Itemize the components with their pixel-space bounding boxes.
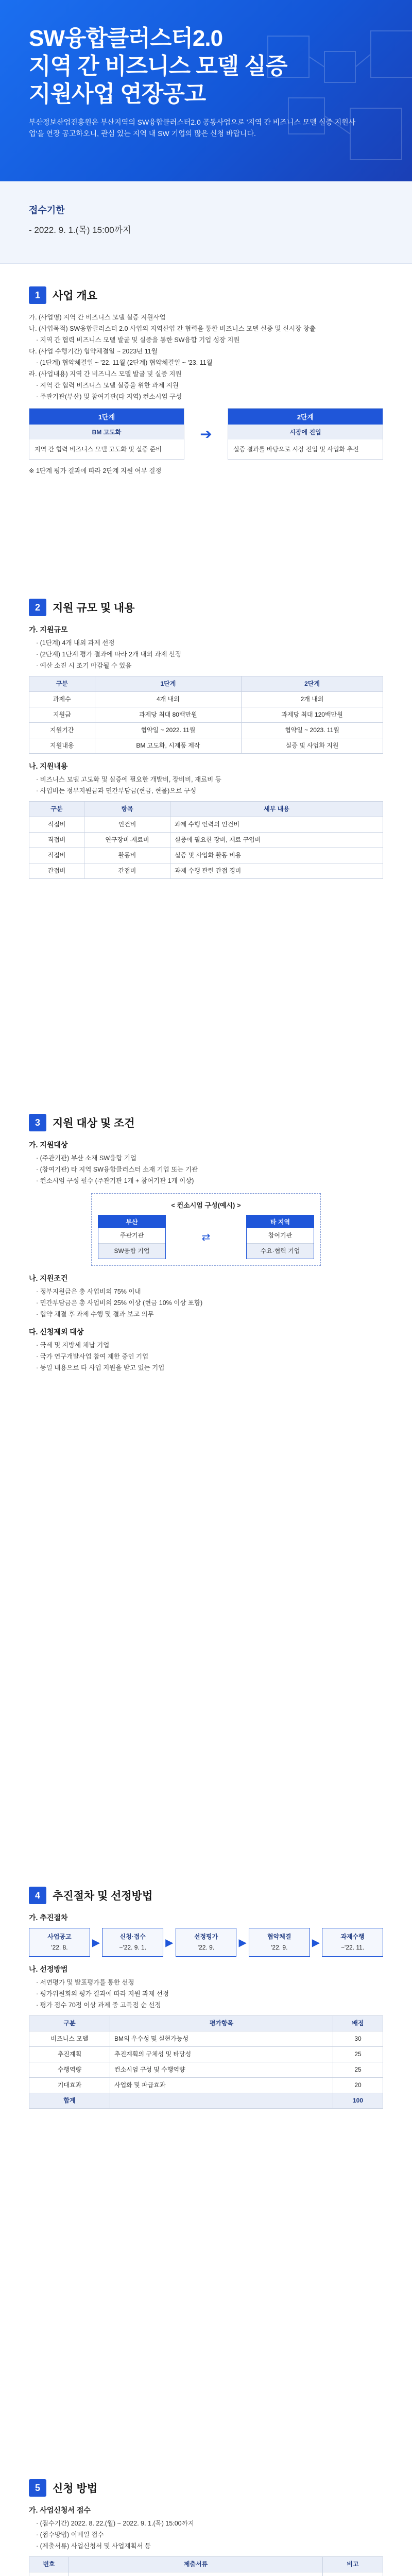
table-cell: 지원기간	[29, 723, 95, 738]
table-cell: 컨소시엄 구성 및 수행역량	[110, 2062, 333, 2078]
support-line: · (2단계) 1단계 평가 결과에 따라 2개 내외 과제 선정	[36, 651, 181, 658]
table-cell: 추진계획의 구체성 및 타당성	[110, 2047, 333, 2062]
table-header: 비고	[323, 2557, 383, 2572]
exclusion-line: · 국세 및 지방세 체납 기업	[36, 1342, 110, 1349]
section-eligibility	[0, 1109, 412, 1882]
subsection-title: 가. 지원규모	[29, 625, 68, 634]
table-cell: 25	[333, 2062, 383, 2078]
table-row	[29, 2031, 383, 2047]
table-cell: 25	[333, 2047, 383, 2062]
application-period	[0, 181, 412, 264]
support-detail-table	[29, 801, 383, 879]
table-header: 구분	[29, 802, 84, 817]
overview-line: 나. (사업목적) SW융합클러스터 2.0 사업의 지역산업 간 협력을 통한 비즈니스 모델 실증 및 신시장 창출	[29, 325, 316, 332]
eligibility-line: · 컨소시엄 구성 필수 (주관기관 1개 + 참여기관 1개 이상)	[36, 1177, 194, 1184]
table-header: 항목	[84, 802, 170, 817]
stage-comparison	[29, 408, 383, 460]
lead-org-sub: SW융합 기업	[98, 1243, 165, 1259]
arrow-right-icon: ▶	[92, 1937, 100, 1948]
section-number: 5	[29, 2479, 46, 2497]
support-line: · 비즈니스 모델 고도화 및 실증에 필요한 개발비, 장비비, 재료비 등	[36, 776, 221, 783]
stage-2-sub: 시장에 진입	[228, 425, 383, 439]
subsection-title: 나. 지원조건	[29, 1274, 68, 1282]
section-number: 4	[29, 1887, 46, 1904]
table-cell: 과제수	[29, 692, 95, 707]
flow-step	[176, 1928, 237, 1957]
eligibility-line: · (주관기관) 부산 소재 SW융합 기업	[36, 1155, 136, 1162]
arrow-both-icon: ⇄	[201, 1231, 211, 1243]
table-cell: BM의 우수성 및 실현가능성	[110, 2031, 333, 2047]
arrow-right-icon: ➔	[200, 426, 212, 442]
table-cell: 협약일 ~ 2022. 11월	[95, 723, 241, 738]
table-row	[29, 738, 383, 754]
diagram-caption: < 컨소시엄 구성(예시) >	[171, 1201, 241, 1209]
flow-step-date: '22. 8.	[51, 1944, 68, 1951]
table-row	[29, 863, 383, 879]
support-line: · (1단계) 4개 내외 과제 선정	[36, 639, 115, 647]
table-cell: 과제 수행 인력의 인건비	[170, 817, 383, 833]
flow-step-title: 사업공고	[47, 1933, 72, 1940]
table-cell: 2개 내외	[242, 692, 383, 707]
table-row	[29, 2078, 383, 2093]
procedure-flow	[29, 1928, 383, 1957]
table-header: 평가항목	[110, 2016, 333, 2031]
table-cell: 지원내용	[29, 738, 95, 754]
section-procedure	[0, 1882, 412, 2474]
flow-step	[249, 1928, 310, 1957]
table-row	[29, 707, 383, 723]
overview-line: 가. (사업명) 지역 간 비즈니스 모델 실증 지원사업	[29, 314, 166, 321]
table-cell	[69, 2572, 323, 2576]
period-value: - 2022. 9. 1.(목) 15:00까지	[29, 225, 131, 235]
stage-1-body: 지역 간 협력 비즈니스 모델 고도화 및 실증 준비	[35, 446, 162, 453]
table-cell: 간접비	[29, 863, 84, 879]
selection-line: · 서면평가 및 발표평가를 통한 선정	[36, 1979, 134, 1986]
exclusion-line: · 동일 내용으로 타 사업 지원을 받고 있는 기업	[36, 1364, 165, 1371]
consortium-diagram	[91, 1193, 321, 1266]
subsection-title: 가. 추진절차	[29, 1913, 68, 1922]
exclusion-line: · 국가 연구개발사업 참여 제한 중인 기업	[36, 1353, 149, 1360]
table-cell: 과제당 최대 80백만원	[95, 707, 241, 723]
table-cell: 100	[333, 2093, 383, 2109]
flow-step	[102, 1928, 163, 1957]
table-cell	[323, 2572, 383, 2576]
subsection-title: 나. 선정방법	[29, 1965, 68, 1973]
period-label: 접수기한	[29, 205, 65, 215]
table-header: 세부 내용	[170, 802, 383, 817]
flow-step-date: '22. 9.	[271, 1944, 288, 1951]
page-title	[29, 25, 287, 108]
support-scale-table	[29, 676, 383, 754]
table-cell: BM 고도화, 시제품 제작	[95, 738, 241, 754]
flow-step-date: '22. 9.	[197, 1944, 215, 1951]
table-cell: 합계	[29, 2093, 110, 2109]
table-row	[29, 817, 383, 833]
table-cell: 추진계획	[29, 2047, 110, 2062]
subsection-title: 가. 지원대상	[29, 1141, 68, 1149]
section-number: 2	[29, 599, 46, 616]
partner-org-body: 참여기관	[268, 1232, 293, 1239]
condition-line: · 민간부담금은 총 사업비의 25% 이상 (현금 10% 이상 포함)	[36, 1299, 203, 1307]
application-line: · (접수기간) 2022. 8. 22.(월) ~ 2022. 9. 1.(목) 15:00까지	[36, 2520, 194, 2527]
stage-1-box	[29, 408, 184, 460]
section-title: 사업 개요	[53, 290, 97, 302]
section-title: 추진절차 및 선정방법	[53, 1890, 153, 1902]
table-row	[29, 2572, 383, 2576]
application-line: · (접수방법) 이메일 접수	[36, 2531, 104, 2538]
stage-1-sub: BM 고도화	[29, 425, 184, 439]
overview-line: · (1단계) 협약체결일 ~ '22. 11월 (2단계) 협약체결일 ~ '23. 11월	[36, 359, 213, 366]
support-line: · 예산 소진 시 조기 마감될 수 있음	[36, 662, 132, 669]
table-cell: 과제 수행 관련 간접 경비	[170, 863, 383, 879]
title-line-1: SW융합클러스터2.0	[29, 26, 223, 51]
table-header: 1단계	[95, 676, 241, 692]
evaluation-table	[29, 2015, 383, 2109]
table-cell: 기대효과	[29, 2078, 110, 2093]
condition-line: · 협약 체결 후 과제 수행 및 결과 보고 의무	[36, 1311, 154, 1318]
stage-2-head: 2단계	[228, 409, 383, 425]
table-row	[29, 2093, 383, 2109]
subsection-title: 나. 지원내용	[29, 762, 68, 770]
table-header: 번호	[29, 2557, 69, 2572]
table-row	[29, 833, 383, 848]
eligibility-line: · (참여기관) 타 지역 SW융합클러스터 소재 기업 또는 기관	[36, 1166, 198, 1173]
section-title: 신청 방법	[53, 2483, 97, 2495]
section-application	[0, 2474, 412, 2576]
table-cell: 과제당 최대 120백만원	[242, 707, 383, 723]
table-cell: 4개 내외	[95, 692, 241, 707]
flow-step-title: 과제수행	[340, 1933, 365, 1940]
section-title: 지원 규모 및 내용	[53, 602, 135, 614]
flow-step-date: ~'22. 11.	[341, 1944, 365, 1951]
table-cell: 인건비	[84, 817, 170, 833]
table-cell: 간접비	[84, 863, 170, 879]
table-header: 구분	[29, 676, 95, 692]
overview-note: ※ 1단계 평가 결과에 따라 2단계 지원 여부 결정	[29, 467, 162, 474]
header-description: 부산정보산업진흥원은 부산지역의 SW융합클러스터2.0 공동사업으로 '지역 간 비즈니스 모델 실증 지원사업'을 연장 공고하오니, 관심 있는 지역 내 SW 기업의 많은 신청 바랍니다.	[29, 118, 356, 138]
flow-step-title: 선정평가	[194, 1933, 218, 1940]
partner-org-head: 타 지역	[247, 1215, 314, 1228]
selection-line: · 평가위원회의 평가 결과에 따라 지원 과제 선정	[36, 1990, 169, 1997]
arrow-right-icon: ▶	[312, 1937, 320, 1948]
selection-line: · 평가 점수 70점 이상 과제 중 고득점 순 선정	[36, 2002, 161, 2009]
table-cell: 30	[333, 2031, 383, 2047]
table-cell: 직접비	[29, 833, 84, 848]
section-support-scale	[0, 594, 412, 1109]
overview-line: · 주관기관(부산) 및 참여기관(타 지역) 컨소시엄 구성	[36, 393, 182, 400]
subsection-title: 가. 사업신청서 접수	[29, 2506, 91, 2514]
table-row	[29, 2047, 383, 2062]
section-title: 지원 대상 및 조건	[53, 1117, 135, 1129]
application-line: · (제출서류) 사업신청서 및 사업계획서 등	[36, 2543, 151, 2550]
table-cell: 활동비	[84, 848, 170, 863]
overview-line: · 지역 간 협력 비즈니스 모델 발굴 및 실증을 통한 SW융합 기업 성장 지원	[36, 336, 240, 344]
stage-1-head: 1단계	[29, 409, 184, 425]
table-cell	[29, 2572, 69, 2576]
arrow-right-icon: ▶	[238, 1937, 247, 1948]
table-cell: 협약일 ~ 2023. 11월	[242, 723, 383, 738]
table-cell: 비즈니스 모델	[29, 2031, 110, 2047]
header-banner	[0, 0, 412, 181]
table-row	[29, 848, 383, 863]
table-cell: 지원금	[29, 707, 95, 723]
section-number: 1	[29, 286, 46, 304]
table-cell: 직접비	[29, 848, 84, 863]
table-row	[29, 2062, 383, 2078]
table-cell	[110, 2093, 333, 2109]
flow-step	[322, 1928, 383, 1957]
partner-org-sub: 수요·협력 기업	[247, 1243, 314, 1259]
table-cell: 실증에 필요한 장비, 재료 구입비	[170, 833, 383, 848]
flow-step-title: 신청·접수	[119, 1933, 146, 1940]
table-cell: 20	[333, 2078, 383, 2093]
table-cell: 실증 및 사업화 지원	[242, 738, 383, 754]
table-cell: 수행역량	[29, 2062, 110, 2078]
flow-step	[29, 1928, 90, 1957]
table-header: 2단계	[242, 676, 383, 692]
lead-org-body: 주관기관	[119, 1232, 144, 1239]
partner-org-box	[246, 1215, 314, 1259]
lead-org-head: 부산	[98, 1215, 165, 1228]
table-header: 배점	[333, 2016, 383, 2031]
table-row	[29, 723, 383, 738]
arrow-right-icon: ▶	[165, 1937, 174, 1948]
table-header: 제출서류	[69, 2557, 323, 2572]
table-cell: 실증 및 사업화 활동 비용	[170, 848, 383, 863]
flow-step-title: 협약체결	[267, 1933, 291, 1940]
flow-step-date: ~'22. 9. 1.	[119, 1944, 147, 1951]
lead-org-box	[98, 1215, 166, 1259]
overview-line: 다. (사업 수행기간) 협약체결일 ~ 2023년 11월	[29, 348, 158, 355]
documents-table	[29, 2556, 383, 2576]
table-cell: 직접비	[29, 817, 84, 833]
overview-line: 라. (사업내용) 지역 간 비즈니스 모델 발굴 및 실증 지원	[29, 370, 182, 378]
table-cell: 연구장비·재료비	[84, 833, 170, 848]
stage-2-body: 실증 결과를 바탕으로 시장 진입 및 사업화 추진	[233, 446, 359, 453]
condition-line: · 정부지원금은 총 사업비의 75% 이내	[36, 1288, 141, 1295]
table-cell: 사업화 및 파급효과	[110, 2078, 333, 2093]
table-header: 구분	[29, 2016, 110, 2031]
table-row	[29, 692, 383, 707]
stage-2-box	[228, 408, 383, 460]
subsection-title: 다. 신청제외 대상	[29, 1328, 84, 1336]
support-line: · 사업비는 정부지원금과 민간부담금(현금, 현물)으로 구성	[36, 787, 197, 794]
section-number: 3	[29, 1114, 46, 1131]
title-line-3: 지원사업 연장공고	[29, 81, 206, 107]
title-line-2: 지역 간 비즈니스 모델 실증	[29, 54, 287, 79]
overview-line: · 지역 간 협력 비즈니스 모델 실증을 위한 과제 지원	[36, 382, 179, 389]
section-overview	[0, 264, 412, 594]
